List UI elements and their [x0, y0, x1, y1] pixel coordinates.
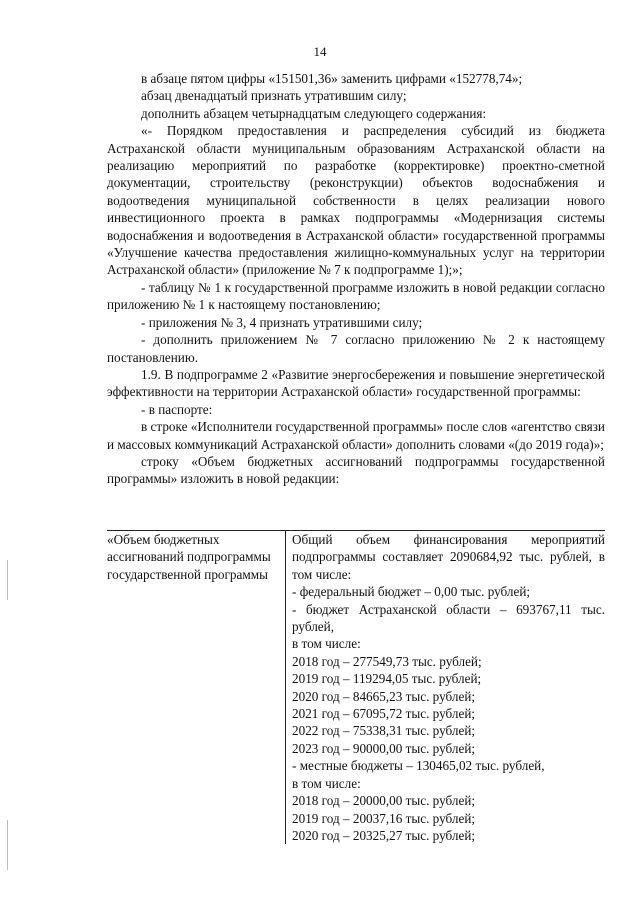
paragraph: - таблицу № 1 к государственной программе изложить в новой редакции согласно приложению № 1 к настоящему постановлению;	[107, 279, 605, 313]
paragraph: - дополнить приложением № 7 согласно приложению № 2 к настоящему постановлению.	[107, 332, 605, 365]
page-number: 14	[313, 44, 327, 59]
table-line: - бюджет Астраханской области – 693767,11 тыс. рублей,	[292, 601, 605, 635]
table-line: 2018 год – 277549,73 тыс. рублей;	[292, 653, 482, 669]
table-row-value	[286, 531, 606, 845]
paragraph: - в паспорте:	[141, 401, 213, 417]
table-line: Общий объем финансирования мероприятий подпрограммы составляет 2090684,92 тыс. рублей, в том числе:	[292, 532, 605, 582]
table-line: в том числе:	[292, 775, 361, 791]
table-line: 2019 год – 119294,05 тыс. рублей;	[292, 671, 482, 687]
paragraph: «- Порядком предоставления и распределения субсидий из бюджета Астраханской области муниципальным образованиям Астраханской области на реализацию мероприятий по разработке (корректировке) проектно-сметной документации, строительству (реконструкции) объектов водоснабжения и водоотведения муниципальной собственности в целях реализации нового инвестиционного проекта в рамках подпрограммы «Модернизация системы водоснабжения и водоотведения в Астраханской области» государственной программы «Улучшение качества предоставления жилищно-коммунальных услуг на территории Астраханской области» (приложение № 7 к подпрограмме 1);»;	[107, 123, 605, 278]
document-body	[107, 70, 605, 488]
table-line: 2023 год – 90000,00 тыс. рублей;	[292, 740, 476, 756]
paragraph: 1.9. В подпрограмме 2 «Развитие энергосбережения и повышение энергетической эффективности на территории Астраханской области» государственной программы:	[107, 366, 605, 400]
table-row-label: «Объем бюджетных ассигнований подпрограммы государственной программы	[107, 531, 286, 845]
paragraph: абзац двенадцатый признать утратившим силу;	[141, 88, 407, 104]
table-line: 2018 год – 20000,00 тыс. рублей;	[292, 793, 476, 809]
paragraph: в абзаце пятом цифры «151501,36» заменить цифрами «152778,74»;	[141, 71, 523, 86]
table-line: 2022 год – 75338,31 тыс. рублей;	[292, 723, 476, 739]
table-line: - местные бюджеты – 130465,02 тыс. рублей,	[292, 758, 545, 774]
table-line: - федеральный бюджет – 0,00 тыс. рублей;	[292, 584, 531, 600]
paragraph: дополнить абзацем четырнадцатым следующего содержания:	[141, 105, 487, 121]
paragraph: строку «Объем бюджетных ассигнований подпрограммы государственной программы» изложить в новой редакции:	[107, 453, 605, 487]
paragraph: - приложения № 3, 4 признать утратившими силу;	[141, 314, 423, 330]
table-line: 2021 год – 67095,72 тыс. рублей;	[292, 706, 476, 722]
paragraph: в строке «Исполнители государственной программы» после слов «агентство связи и массовых коммуникаций Астраханской области» дополнить словами «(до 2019 года)»;	[107, 419, 605, 452]
table-line: в том числе:	[292, 636, 361, 652]
scan-artifact	[7, 820, 8, 870]
table-line: 2020 год – 84665,23 тыс. рублей;	[292, 688, 476, 704]
table-line: 2020 год – 20325,27 тыс. рублей;	[292, 827, 476, 843]
budget-table	[107, 530, 605, 844]
scan-artifact	[7, 560, 8, 600]
table-line: 2019 год – 20037,16 тыс. рублей;	[292, 810, 476, 826]
